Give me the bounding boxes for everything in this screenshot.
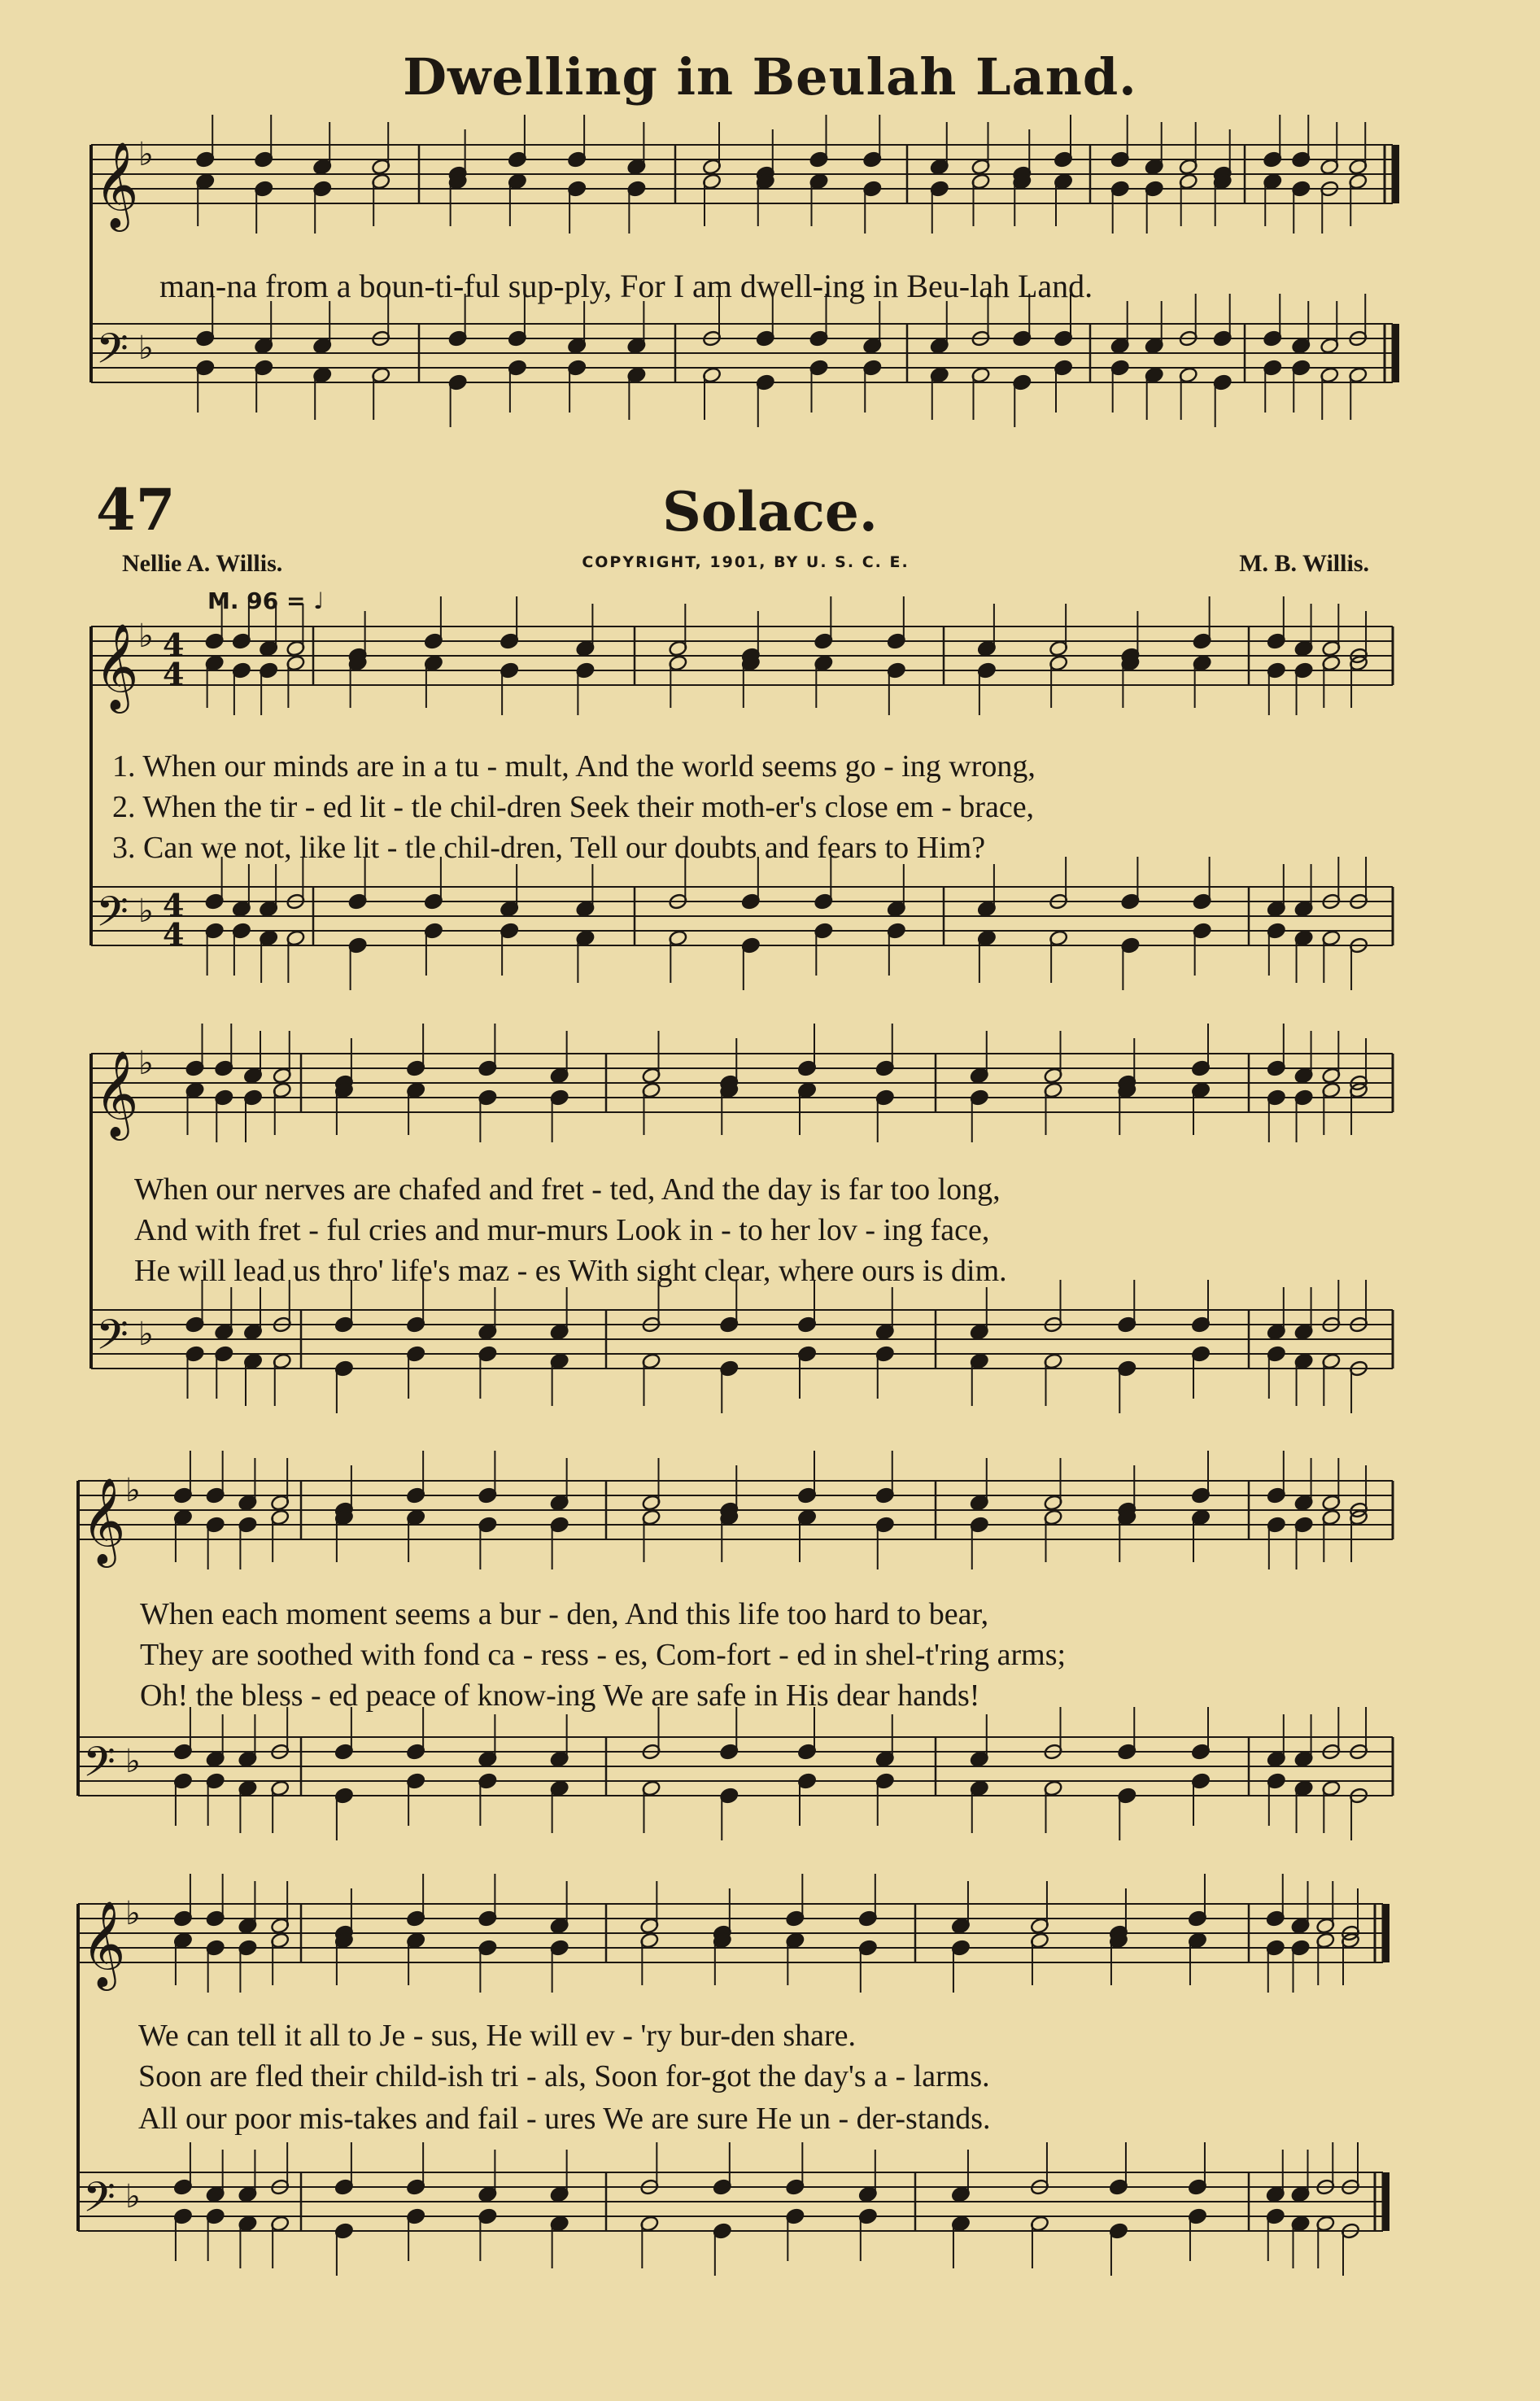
copyright-notice: COPYRIGHT, 1901, BY U. S. C. E.: [582, 553, 910, 571]
system-4-treble-clef: 𝄞: [81, 1900, 126, 1987]
time-signature-top: 4: [163, 887, 185, 923]
composer-credit: M. B. Willis.: [1239, 550, 1369, 577]
system-2-treble-clef: 𝄞: [94, 1050, 139, 1137]
system-2-bass-key-flat: ♭: [138, 1316, 154, 1354]
verse-2-line-4: Soon are fled their child-ish tri - als, Soon for-got the day's a - larms.: [138, 2059, 990, 2093]
prev-system-bass-clef: 𝄢: [96, 324, 129, 383]
system-4-bass-key-flat: ♭: [125, 2178, 141, 2216]
verse-1-line-2: When our nerves are chafed and fret - ted, And the day is far too long,: [134, 1172, 1001, 1207]
author-credit: Nellie A. Willis.: [122, 550, 283, 577]
verse-1-line-4: We can tell it all to Je - sus, He will ev - 'ry bur-den share.: [138, 2019, 857, 2053]
hymn-number: 47: [96, 476, 176, 543]
system-3-treble-clef: 𝄞: [81, 1477, 126, 1564]
time-signature-bottom: 4: [163, 916, 185, 953]
tempo-marking: M. 96 = ♩: [207, 587, 325, 614]
system-4-treble-key-flat: ♭: [125, 1895, 141, 1933]
prev-system-bass-key-flat: ♭: [138, 330, 154, 368]
time-signature-bottom: 4: [163, 656, 185, 692]
system-4-bass-clef: 𝄢: [83, 2172, 116, 2232]
verse-1-line-3: When each moment seems a bur - den, And this life too hard to bear,: [140, 1597, 989, 1631]
verse-2-line-3: They are soothed with fond ca - ress - es, Com-fort - ed in shel-t'ring arms;: [140, 1638, 1067, 1672]
hymn-title: Solace.: [662, 480, 878, 543]
system-1-treble-key-flat: ♭: [138, 618, 154, 656]
verse-1-line-1: 1. When our minds are in a tu - mult, And the world seems go - ing wrong,: [112, 749, 1036, 784]
time-signature-top: 4: [163, 626, 185, 663]
verse-2-line-1: 2. When the tir - ed lit - tle chil-dren Seek their moth-er's close em - brace,: [112, 790, 1035, 824]
previous-hymn-lyric: man-na from a boun-ti-ful sup-ply, For I am dwell-ing in Beu-lah Land.: [159, 268, 1093, 304]
system-2-bass-clef: 𝄢: [96, 1310, 129, 1369]
prev-system-treble-clef: 𝄞: [94, 141, 139, 228]
system-2-treble-key-flat: ♭: [138, 1045, 154, 1083]
system-1-treble-clef: 𝄞: [94, 622, 139, 709]
prev-system-treble-key-flat: ♭: [138, 136, 154, 174]
previous-hymn-title: Dwelling in Beulah Land.: [403, 47, 1137, 107]
system-1-bass-clef: 𝄢: [96, 887, 129, 946]
system-3-bass-key-flat: ♭: [125, 1743, 141, 1781]
verse-3-line-2: He will lead us thro' life's maz - es With sight clear, where ours is dim.: [134, 1254, 1007, 1288]
verse-2-line-2: And with fret - ful cries and mur-murs Look in - to her lov - ing face,: [134, 1213, 990, 1247]
verse-3-line-1: 3. Can we not, like lit - tle chil-dren, Tell our doubts and fears to Him?: [112, 831, 986, 865]
system-3-bass-clef: 𝄢: [83, 1737, 116, 1796]
verse-3-line-4: All our poor mis-takes and fail - ures We are sure He un - der-stands.: [138, 2102, 991, 2136]
system-1-bass-key-flat: ♭: [138, 893, 154, 931]
verse-3-line-3: Oh! the bless - ed peace of know-ing We are safe in His dear hands!: [140, 1679, 980, 1713]
system-3-treble-key-flat: ♭: [125, 1472, 141, 1510]
